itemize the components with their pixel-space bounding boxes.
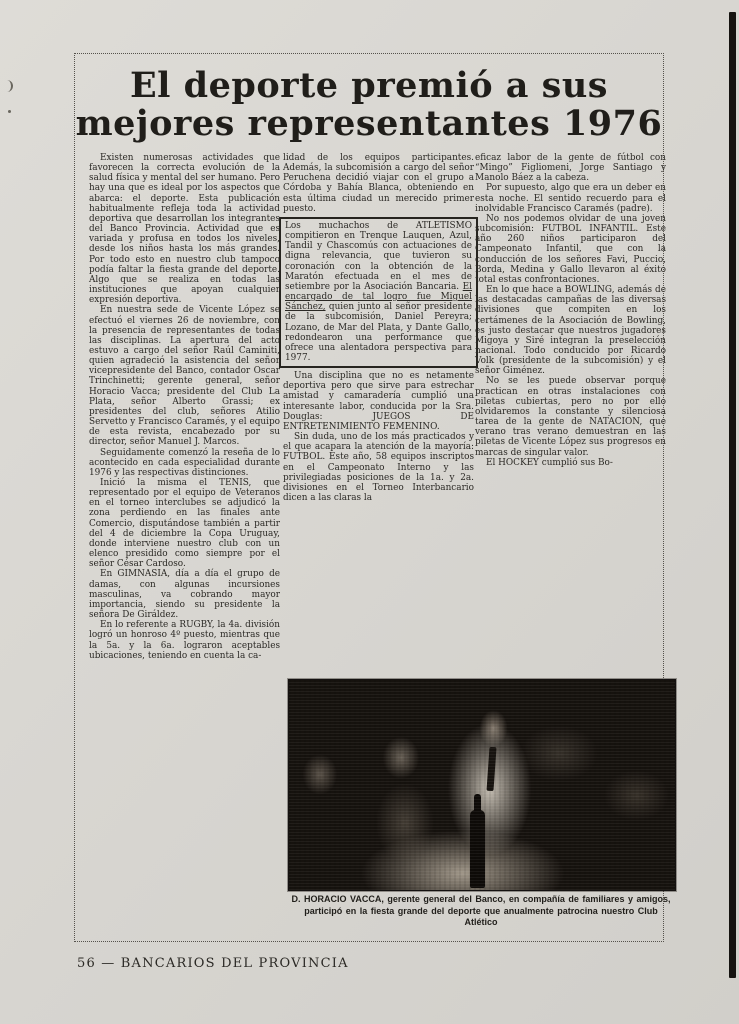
atletismo-highlight-box (279, 217, 478, 368)
scan-artifact (8, 110, 11, 113)
banquet-photo (288, 679, 676, 891)
box-text: quien junto al señor presidente de la subcomisión, Daniel Pereyra; Lozano, de Mar del Plata, y Dante Gallo, redondearon una performance que ofrece una alentadora perspectiva para 1977. (285, 302, 472, 363)
paragraph: En lo que hace a BOWLING, además de las destacadas campañas de las diversas divisiones que compiten en los certámenes de la Asociación de Bowling, es justo destacar que nuestros jugadores Migoya y Siré integran la preselección nacional. Todo conducido por Ricardo Volk (presidente de la subcomisión) y el señor Giménez. (475, 285, 666, 377)
paragraph: El HOCKEY cumplió sus Bo- (486, 457, 613, 468)
page-frame (74, 53, 671, 942)
article-title-line-2: mejores representantes 1976 (75, 103, 663, 144)
paragraph: Por supuesto, algo que era un deber en esta noche. El sentido recuerdo para el inolvidable Francisco Caramés (padre). (475, 183, 666, 214)
column-2 (283, 153, 474, 503)
photo-bottle-silhouette (470, 810, 485, 888)
spine-bar (729, 12, 736, 978)
scan-artifact (5, 80, 13, 92)
photo-caption: D. HORACIO VACCA, gerente general del Banco, en compañía de familiares y amigos, participó en la fiesta grande del deporte que anualmente patrocina nuestro Club Atlético (291, 894, 671, 927)
article-title (75, 67, 663, 143)
paragraph: Sin duda, uno de los más practicados y el que acapara la atención de la mayoría: FUTBOL. Este año, 58 equipos inscriptos en el Campeonato Interno y las privilegiadas posiciones de la 1a. y 2a. divisiones en el Torneo Interbancario dicen a las claras la (283, 432, 474, 503)
paragraph: No se les puede observar porque practican en otras instalaciones con piletas cubiertas, pero no por ello olvidaremos la constante y silenciosa tarea de la gente de NATACION, que verano tras verano demuestran en las piletas de Vicente López sus progresos en marcas de singular valor. (475, 376, 666, 458)
underlined-phrase: El encargado de tal logro fue Miguel Sánchez, (285, 281, 472, 313)
page-footer: 56 — BANCARIOS DEL PROVINCIA (77, 956, 349, 971)
paragraph: En GIMNASIA, día a día el grupo de damas, con algunas incursiones masculinas, va cobrando mayor importancia, siendo su presidente la señora De Giráldez. (89, 569, 280, 621)
paragraph: No nos podemos olvidar de una joven subcomisión: FUTBOL INFANTIL. Este año 260 niños participaron del Campeonato Infantil, que con la conducción de los señores Favi, Puccio, Borda, Medina y Gallo llevaron al éxito total estas confrontaciones. (475, 213, 666, 285)
paragraph: En lo referente a RUGBY, la 4a. división logró un honroso 4º puesto, mientras que la 5a. y la 6a. lograron aceptables ubicaciones, teniendo en cuenta la ca- (89, 620, 280, 661)
box-text: Los muchachos de ATLETISMO compitieron en Trenque Lauquen, Azul, Tandil y Chascomús con actuaciones de digna relevancia, que tuvieron su coronación con la obtención de la Maratón efectuada en el mes de setiembre por la Asociación Bancaria. (285, 220, 472, 292)
paragraph: Una disciplina que no es netamente deportiva pero que sirve para estrechar amistad y camaradería cumplió una interesante labor, conducida por la Sra. Douglas: JUEGOS DE ENTRETENIMIENTO FEMENINO. (283, 371, 474, 432)
paragraph: En nuestra sede de Vicente López se efectuó el viernes 26 de noviembre, con la presencia de representantes de todas las disciplinas. La apertura del acto estuvo a cargo del señor Raúl Caminiti, quien agradeció la asistencia del señor vicepresidente del Banco, contador Oscar Trinchinetti; gerente general, señor Horacio Vacca; presidente del Club La Plata, señor Alberto Grassi; ex presidentes del club, señores Atilio Servetto y Francisco Caramés, y el equipo de esta revista, encabezado por su director, señor Manuel J. Marcos. (89, 305, 280, 448)
column-1 (89, 153, 280, 661)
paragraph: lidad de los equipos participantes. Además, la subcomisión a cargo del señor Peruchena decidió viajar con el grupo a Córdoba y Bahía Blanca, obteniendo en esta última ciudad un merecido primer puesto. (283, 153, 474, 214)
paragraph: eficaz labor de la gente de fútbol con “Mingo” Figliomeni, Jorge Santiago y Manolo Báez a la cabeza. (475, 153, 666, 184)
photo-figure-tie (486, 747, 496, 791)
column-3 (475, 153, 666, 468)
paragraph: Existen numerosas actividades que favorecen la correcta evolución de la salud física y mental del ser humano. Pero hay una que es ideal por los aspectos que abarca: el deporte. Esta publicación habitualmente refleja toda la actividad deportiva que desarrollan los integrantes del Banco Provincia. Actividad que es variada y profusa en todos los niveles, desde los niños hasta los más grandes. Por todo esto en nuestro club tampoco podía faltar la fiesta grande del deporte. Algo que se realiza en todas las instituciones que apoyan cualquier expresión deportiva. (89, 153, 280, 306)
paragraph: Inició la misma el TENIS, que representado por el equipo de Veteranos en el torneo interclubes se adjudicó la zona perdiendo en las finales ante Comercio, disputándose también a partir del 4 de diciembre la Copa Uruguay, donde interviene nuestro club con un elenco presidido como siempre por el señor César Cardoso. (89, 478, 280, 570)
paragraph: Seguidamente comenzó la reseña de lo acontecido en cada especialidad durante 1976 y las respectivas distinciones. (89, 447, 280, 478)
article-title-line-1: El deporte premió a sus (129, 65, 609, 106)
